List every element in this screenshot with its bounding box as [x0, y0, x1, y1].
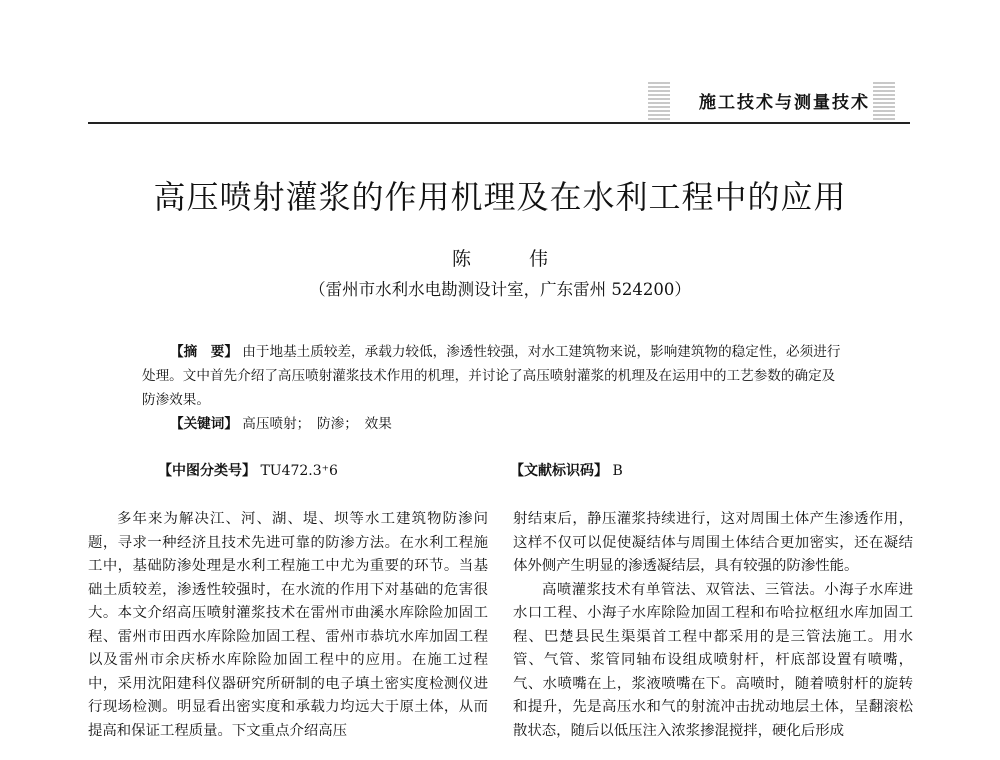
clc-label: 【中图分类号】 — [158, 463, 256, 479]
header-ornament-left — [648, 80, 670, 120]
author-name: 陈 伟 — [451, 248, 575, 270]
body-paragraph: 多年来为解决江、河、湖、堤、坝等水工建筑物防渗问题，寻求一种经济且技术先进可靠的防渗方法。在水利工程施工中，基础防渗处理是水利工程施工中尤为重要的环节。当基础土质较差，渗透性较强时，在水流的作用下对基础的危害很大。本文介绍高压喷射灌浆技术在雷州市曲溪水库除险加固工程、雷州市田西水库除险加固工程、雷州市恭坑水库加固工程以及雷州市余庆桥水库除险加固工程中的应用。在施工过程中，采用沈阳建科仪器研究所研制的电子填土密实度检测仪进行现场检测。明显看出密实度和承载力均远大于原土体，从而提高和保证工程质量。下文重点介绍高压 — [88, 511, 488, 739]
body-paragraph: 射结束后，静压灌浆持续进行，这对周围土体产生渗透作用，这样不仅可以促使凝结体与周围土体结合更加密实，还在凝结体外侧产生明显的渗透凝结层，具有较强的防渗性能。 — [513, 511, 913, 574]
abstract-label: 【摘 要】 — [170, 344, 238, 360]
section-title: 施工技术与测量技术 — [699, 93, 870, 113]
article-title: 高压喷射灌浆的作用机理及在水利工程中的应用 — [153, 178, 847, 216]
running-header — [0, 0, 1000, 130]
body-paragraph: 高喷灌浆技术有单管法、双管法、三管法。小海子水库进水口工程、小海子水库除险加固工程和布哈拉枢纽水库加固工程、巴楚县民生渠渠首工程中都采用的是三管法施工。用水管、气管、浆管同轴布设组成喷射杆，杆底部设置有喷嘴，气、水喷嘴在上，浆液喷嘴在下。高喷时，随着喷射杆的旋转和提升，先是高压水和气的射流冲击扰动地层土体，呈翻滚松散状态，随后以低压注入浓浆掺混搅拌，硬化后形成 — [513, 581, 913, 739]
document-code — [510, 460, 623, 480]
clc-value: TU472.3⁺6 — [260, 463, 338, 479]
keywords-text: 高压喷射； 防渗； 效果 — [242, 416, 392, 432]
keywords-paragraph — [142, 412, 842, 436]
doc-code-value: B — [612, 463, 623, 479]
clc-number — [158, 460, 338, 480]
body-column-right — [513, 508, 913, 743]
abstract-paragraph — [142, 340, 842, 412]
keywords-label: 【关键词】 — [170, 416, 238, 432]
header-rule — [88, 122, 910, 124]
header-ornament-right — [873, 80, 895, 120]
doc-code-label: 【文献标识码】 — [510, 463, 608, 479]
abstract-block — [142, 340, 842, 436]
author-affiliation: （雷州市水利水电勘测设计室，广东雷州 524200） — [309, 280, 691, 299]
abstract-text: 由于地基土质较差，承载力较低，渗透性较强，对水工建筑物来说，影响建筑物的稳定性，必须进行处理。文中首先介绍了高压喷射灌浆技术作用的机理，并讨论了高压喷射灌浆的机理及在运用中的工艺参数的确定及防渗效果。 — [142, 344, 841, 408]
body-column-left — [88, 508, 488, 743]
